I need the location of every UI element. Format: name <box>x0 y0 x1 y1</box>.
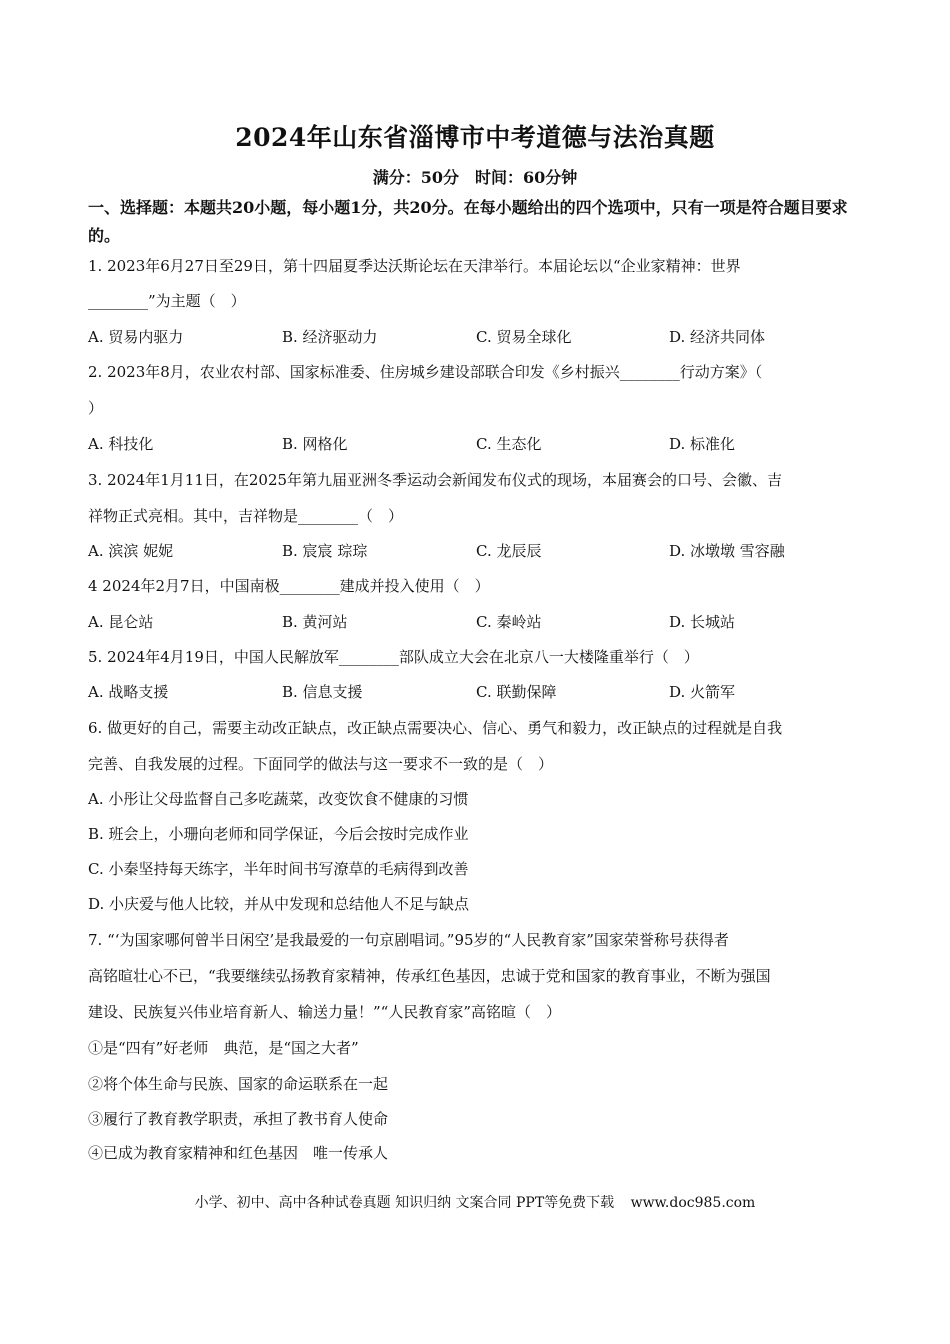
question-6-line-2: 完善、自我发展的过程。下面同学的做法与这一要求不一致的是（ ） <box>88 755 554 773</box>
question-4-option-c: C. 秦岭站 <box>476 613 542 631</box>
question-3-option-c: C. 龙辰辰 <box>476 542 542 560</box>
question-5-option-a: A. 战略支援 <box>88 683 169 701</box>
question-6-option-d: D. 小庆爱与他人比较，并从中发现和总结他人不足与缺点 <box>88 895 470 913</box>
exam-subtitle: 满分：50分 时间：60分钟 <box>372 168 578 187</box>
page-footer <box>0 1192 950 1212</box>
question-7-line-3: 建设、民族复兴伟业培育新人、输送力量！”“人民教育家”高铭暄（ ） <box>88 1003 562 1021</box>
question-5-option-c: C. 联勤保障 <box>476 683 557 701</box>
question-7-line-1: 7. “‘为国家哪何曾半日闲空’是我最爱的一句京剧唱词。”95岁的“人民教育家”国家荣誉称号获得者 <box>88 931 729 949</box>
question-5-option-d: D. 火箭军 <box>669 683 736 701</box>
question-3-option-a: A. 滨滨 妮妮 <box>88 542 174 560</box>
page-title: 2024年山东省淄博市中考道德与法治真题 <box>235 123 715 152</box>
question-2-option-c: C. 生态化 <box>476 435 542 453</box>
question-6-option-c: C. 小秦坚持每天练字，半年时间书写潦草的毛病得到改善 <box>88 860 469 878</box>
question-7-line-2: 高铭暄壮心不已，“我要继续弘扬教育家精神，传承红色基因，忠诚于党和国家的教育事业，不断为强国 <box>88 967 771 985</box>
question-4-option-b: B. 黄河站 <box>282 613 348 631</box>
question-1-option-b: B. 经济驱动力 <box>282 328 378 346</box>
question-1-option-d: D. 经济共同体 <box>669 328 766 346</box>
question-2-option-b: B. 网格化 <box>282 435 348 453</box>
question-2-line-2: ） <box>88 399 104 417</box>
question-2-option-a: A. 科技化 <box>88 435 154 453</box>
question-6-line-1: 6. 做更好的自己，需要主动改正缺点，改正缺点需要决心、信心、勇气和毅力，改正缺点的过程就是自我 <box>88 719 783 737</box>
question-1-option-c: C. 贸易全球化 <box>476 328 572 346</box>
question-7-item-3: ③履行了教育教学职责，承担了教书育人使命 <box>88 1110 389 1128</box>
question-1-line-2: ________”为主题（ ） <box>88 292 246 310</box>
question-3-line-1: 3. 2024年1月11日，在2025年第九届亚洲冬季运动会新闻发布仪式的现场，本届赛会的口号、会徽、吉 <box>88 471 783 489</box>
footer-text: 小学、初中、高中各种试卷真题 知识归纳 文案合同 PPT等免费下载 <box>194 1195 615 1211</box>
question-4-line-1: 4 2024年2月7日，中国南极________建成并投入使用（ ） <box>88 577 490 595</box>
question-2-option-d: D. 标准化 <box>669 435 736 453</box>
question-3-line-2: 祥物正式亮相。其中，吉祥物是________（ ） <box>88 507 404 525</box>
question-5-option-b: B. 信息支援 <box>282 683 363 701</box>
question-6-option-b: B. 班会上，小珊向老师和同学保证，今后会按时完成作业 <box>88 825 469 843</box>
question-3-option-d: D. 冰墩墩 雪容融 <box>669 542 785 560</box>
question-4-option-d: D. 长城站 <box>669 613 736 631</box>
question-7-item-2: ②将个体生命与民族、国家的命运联系在一起 <box>88 1075 389 1093</box>
question-7-item-4: ④已成为教育家精神和红色基因 唯一传承人 <box>88 1144 389 1162</box>
question-2-line-1: 2. 2023年8月，农业农村部、国家标准委、住房城乡建设部联合印发《乡村振兴________行动方案》（ <box>88 363 763 381</box>
footer-url[interactable]: www.doc985.com <box>630 1195 756 1211</box>
question-6-option-a: A. 小彤让父母监督自己多吃蔬菜，改变饮食不健康的习惯 <box>88 790 469 808</box>
question-1-line-1: 1. 2023年6月27日至29日，第十四届夏季达沃斯论坛在天津举行。本届论坛以“企业家精神：世界 <box>88 257 741 275</box>
section-heading: 一、选择题：本题共20小题，每小题1分，共20分。在每小题给出的四个选项中，只有一项是符合题目要求的。 <box>88 198 848 245</box>
question-4-option-a: A. 昆仑站 <box>88 613 154 631</box>
question-7-item-1: ①是“四有”好老师 典范，是“国之大者” <box>88 1039 359 1057</box>
question-5-line-1: 5. 2024年4月19日，中国人民解放军________部队成立大会在北京八一大楼隆重举行（ ） <box>88 648 699 666</box>
question-3-option-b: B. 宸宸 琮琮 <box>282 542 368 560</box>
question-1-option-a: A. 贸易内驱力 <box>88 328 184 346</box>
